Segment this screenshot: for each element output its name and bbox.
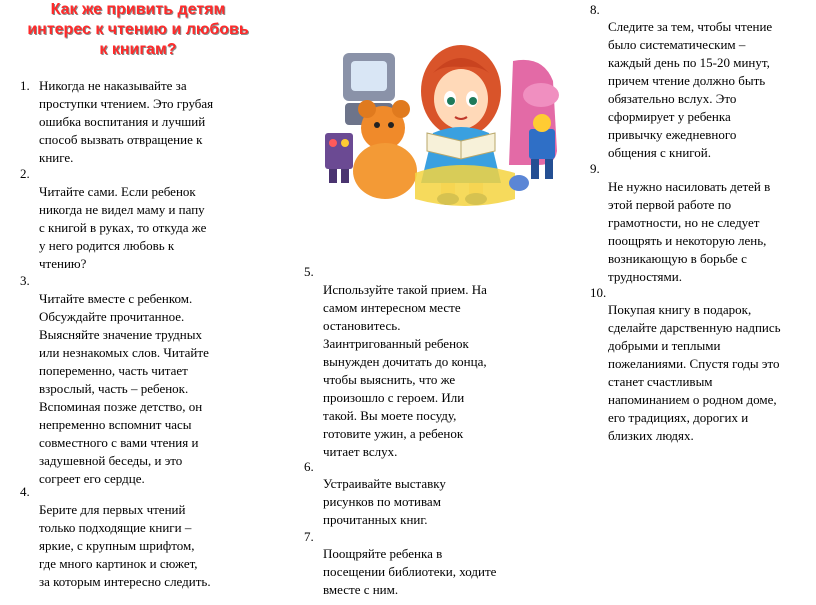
item-number: 3. [20,273,30,288]
toy-soldier-icon [529,129,555,159]
item-text: Используйте такой прием. На самом интересном месте остановитесь. Заинтригованный ребенок вынужден дочитать до конца, чтобы выяснить, что же произошло с героем. Или такой. Вы моете посуду, готовите ужин, а ребенок читает вслух. [323,282,487,459]
item-number: 9. [590,161,600,176]
item-text: Берите для первых чтений только подходящие книги – яркие, с крупным шрифтом, где много картинок и сюжет, за которым интересно следить. [39,502,211,589]
item-number: 4. [20,484,30,499]
item-number: 6. [304,459,314,474]
item-text: Никогда не наказывайте за проступки чтением. Это грубая ошибка воспитания и лучший способ вызвать отвращение к книге. [39,78,214,165]
item-number: 10. [590,285,607,300]
item-text: Читайте сами. Если ребенок никогда не видел маму и папу с книгой в руках, то откуда же у него родится любовь к чтению? [39,184,207,271]
item-number: 5. [304,264,314,279]
page-title: Как же привить детям интерес к чтению и любовь к книгам? [27,1,249,58]
item-text: Поощряйте ребенка в посещении библиотеки, ходите вместе с ним. [323,546,497,597]
child-reading-illustration [323,33,567,215]
item-number: 1. [20,78,30,93]
item-text: Не нужно насиловать детей в этой первой работе по грамотности, но не следует поощрять и некоторую лень, возникающую в борьбе с трудностями. [608,179,771,284]
item-text: Следите за тем, чтобы чтение было систематическим – каждый день по 15-20 минут, причем чтение должно быть обязательно вслух. Это сформирует у ребенка привычку ежедневного общения с книгой. [608,19,773,160]
item-text: Устраивайте выставку рисунков по мотивам прочитанных книг. [323,476,446,527]
item-text: Читайте вместе с ребенком. Обсуждайте прочитанное. Выясняйте значение трудных или незнакомых слов. Читайте попеременно, часть читает взрослый, часть – ребенок. Вспоминая позже детство, он непременно вспомнит часы совместного с вами чтения и задушевной беседы, и это согреет его сердце. [39,291,209,486]
toy-robot-icon [325,133,353,169]
item-text: Покупая книгу в подарок, сделайте дарственную надпись добрыми и теплыми пожеланиями. Спустя годы это станет счастливым напоминанием о родном доме, его традициях, дорогих и близких людях. [608,302,781,443]
item-number: 2. [20,166,30,181]
item-number: 7. [304,529,314,544]
item-number: 8. [590,2,600,17]
